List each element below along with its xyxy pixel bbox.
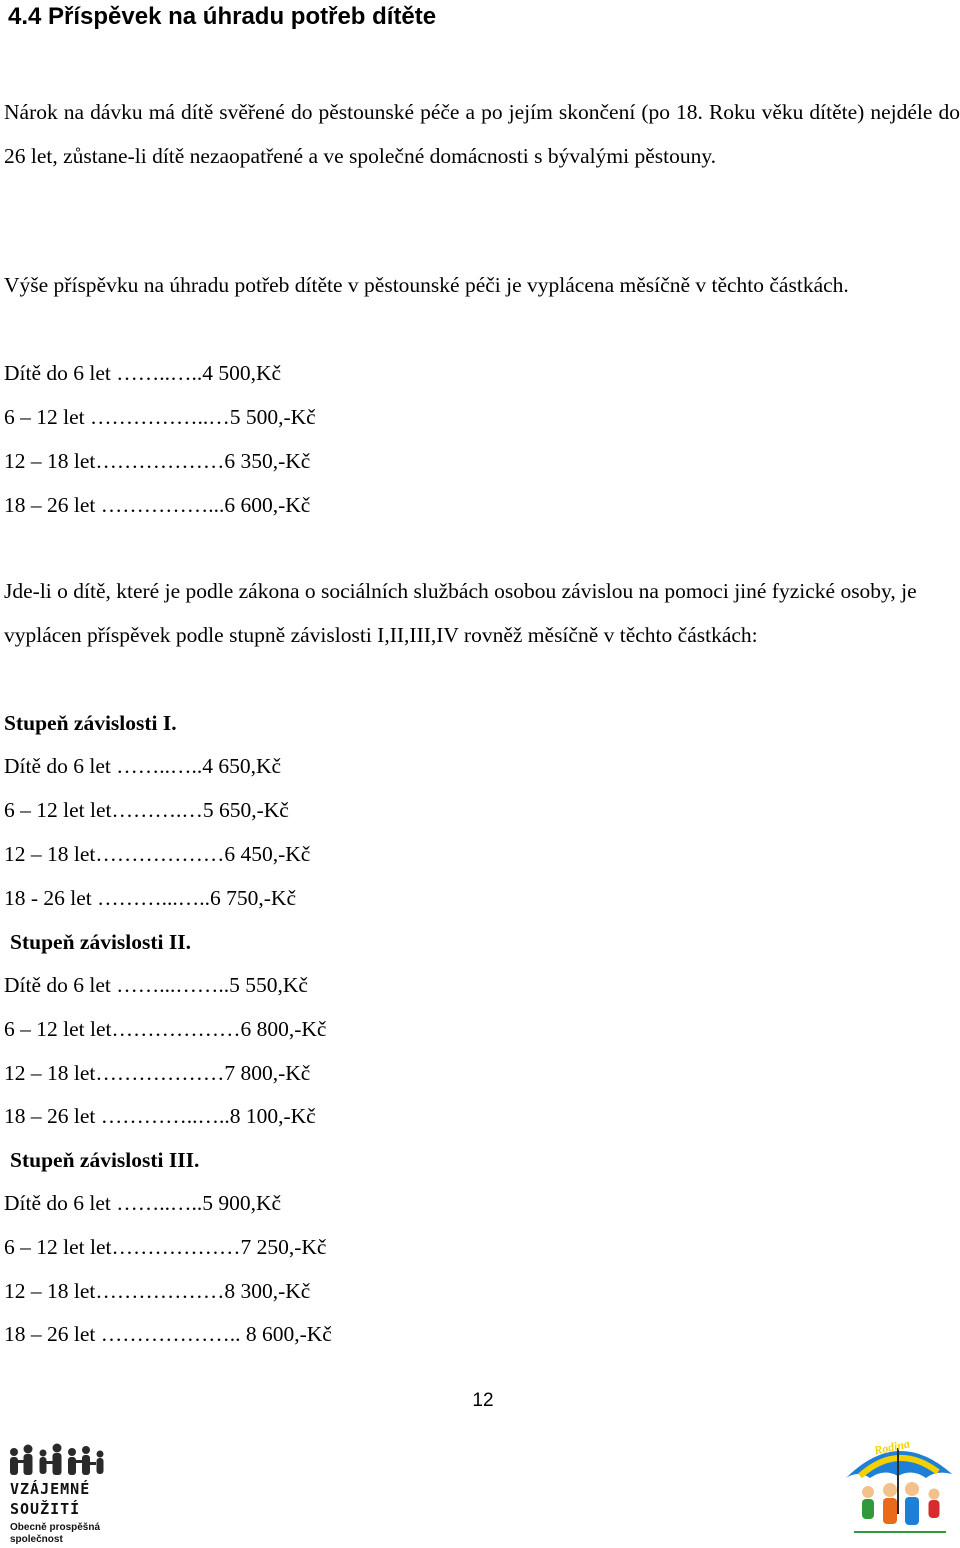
logo-text-line3: Obecně prospěšná [10, 1522, 101, 1533]
dependency-amount-row: 12 – 18 let………………7 800,-Kč [4, 1061, 311, 1085]
page-number: 12 [472, 1390, 494, 1411]
dependency-amount-row: 6 – 12 let let……….…5 650,-Kč [4, 798, 289, 822]
dependency-amount-row: Dítě do 6 let ……...……..5 550,Kč [4, 973, 308, 997]
base-amount-row: 18 – 26 let ……………...6 600,-Kč [4, 493, 311, 517]
eligibility-paragraph: Nárok na dávku má dítě svěřené do pěstounské péče a po jejím skončení (po 18. Roku věku dítěte) nejdéle do 26 let, zůstane-li dítě nezaopatřené a ve společné domácnosti s bývalými pěstouny. [4, 100, 960, 168]
rodina-brand-text: Rodina [872, 1436, 911, 1458]
dependency-amount-row: 12 – 18 let………………8 300,-Kč [4, 1279, 311, 1303]
base-amount-row: 12 – 18 let………………6 350,-Kč [4, 449, 311, 473]
dependency-intro-paragraph: Jde-li o dítě, které je podle zákona o sociálních službách osobou závislou na pomoci jiné fyzické osoby, je vyplácen příspěvek podle stupně závislosti I,II,III,IV rovněž měsíčně v těchto částkách: [4, 579, 917, 647]
base-amount-row: 6 – 12 let ……………..…5 500,-Kč [4, 405, 316, 429]
dependency-amount-row: 18 – 26 let …………..…..8 100,-Kč [4, 1104, 316, 1128]
rodina-logo [840, 1434, 958, 1542]
page-title: 4.4 Příspěvek na úhradu potřeb dítěte [8, 3, 437, 30]
dependency-amount-row: 18 - 26 let ………...…..6 750,-Kč [4, 886, 297, 910]
dependency-amount-row: Dítě do 6 let ……..…..4 650,Kč [4, 754, 282, 778]
dependency-amount-row: 12 – 18 let………………6 450,-Kč [4, 842, 311, 866]
people-group-icon [6, 1442, 110, 1478]
dependency-group-title: Stupeň závislosti II. [10, 930, 191, 954]
logo-text-line2: SOUŽITÍ [10, 1500, 81, 1518]
amount-intro-paragraph: Výše příspěvku na úhradu potřeb dítěte v pěstounské péči je vyplácena měsíčně v těchto částkách. [4, 273, 849, 297]
dependency-amount-row: Dítě do 6 let ……..…..5 900,Kč [4, 1191, 282, 1215]
base-amount-row: Dítě do 6 let ……..…..4 500,Kč [4, 361, 282, 385]
logo-text-line4: společnost [10, 1534, 63, 1545]
dependency-group-title: Stupeň závislosti I. [4, 711, 177, 735]
dependency-amount-row: 6 – 12 let let………………7 250,-Kč [4, 1235, 327, 1259]
logo-text-line1: VZÁJEMNÉ [10, 1480, 91, 1498]
dependency-amount-row: 6 – 12 let let………………6 800,-Kč [4, 1017, 327, 1041]
vzajemne-souziti-logo [6, 1442, 116, 1546]
dependency-group-title: Stupeň závislosti III. [10, 1148, 200, 1172]
dependency-amount-row: 18 – 26 let ……………….. 8 600,-Kč [4, 1322, 332, 1346]
